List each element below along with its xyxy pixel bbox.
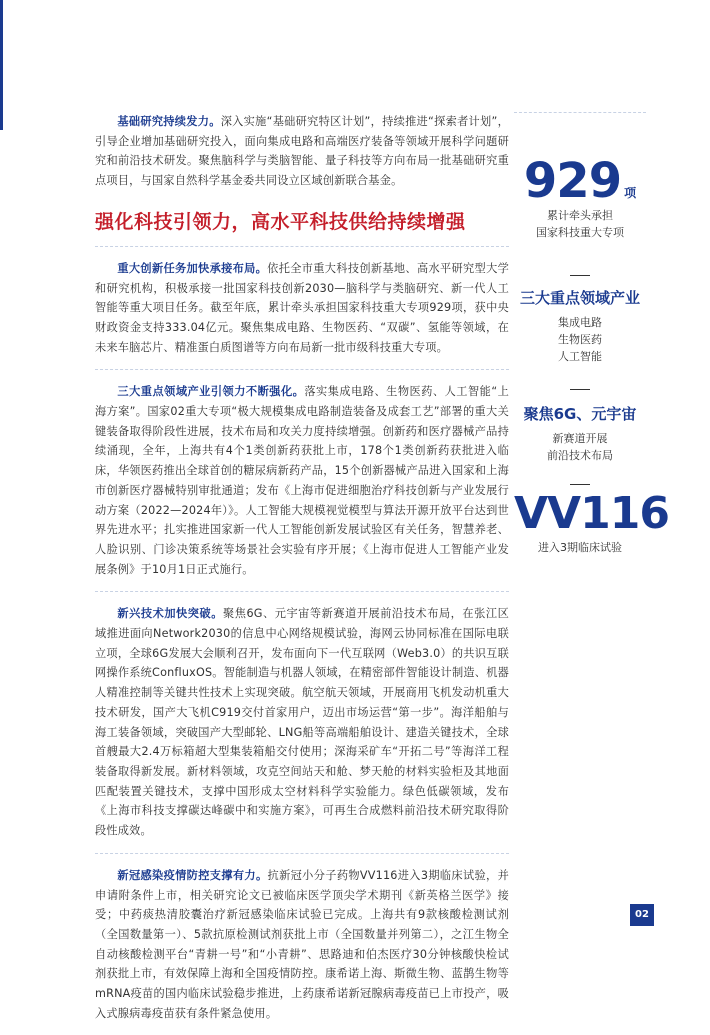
short-divider	[570, 389, 590, 390]
stat-number-row	[514, 155, 646, 207]
paragraph-major-tasks	[95, 259, 509, 358]
short-divider	[570, 275, 590, 276]
stat-vv116	[514, 488, 669, 556]
stat-6g-metaverse	[514, 404, 646, 464]
stat-item: 集成电路	[558, 316, 602, 329]
paragraph-lead: 重大创新任务加快承接布局。	[117, 261, 268, 275]
paragraph-lead: 三大重点领域产业引领力不断强化。	[117, 385, 305, 399]
stat-code: VV116	[514, 488, 669, 539]
main-column	[95, 112, 509, 1035]
stat-title: 三大重点领域产业	[519, 289, 640, 307]
section-title: 强化科技引领力，高水平科技供给持续增强	[95, 210, 466, 233]
intro-text: 深入实施“基础研究特区计划”，持续推进“探索者计划”，引导企业增加基础研究投入，面向集成电路和高端医疗装备等领域开展科学问题研究和前沿技术研发。聚焦脑科学与类脑智能、量子科技等方向布局一批基础研究重点项目，与国家自然科学基金委共同设立区域创新联合基金。	[95, 115, 509, 188]
paragraph-lead: 新冠感染疫情防控支撑有力。	[117, 868, 268, 882]
stat-caption: 国家科技重大专项	[536, 226, 624, 239]
paragraph-lead: 新兴技术加快突破。	[117, 607, 223, 621]
paragraph-text: 抗新冠小分子药物VV116进入3期临床试验，并申请附条件上市，相关研究论文已被临床医学顶尖学术期刊《新英格兰医学》接受；中药痰热清胶囊治疗新冠感染临床试验已完成。上海共有9款核酸检测试剂（全国数量第一）、5款抗原检测试剂获批上市（全国数量并列第二），之江生物全自动核酸检测平台“青耕一号”和“小青耕”、思路迪和伯杰医疗30分钟核酸快检试剂获批上市，有效保障上海和全国疫情防控。康希诺上海、斯微生物、蓝鹊生物等mRNA疫苗的国内临床试验稳步推进，上药康希诺新冠腺病毒疫苗已上市投产，吸入式腺病毒疫苗获有条件紧急使用。	[95, 868, 509, 1020]
stat-caption: 前沿技术布局	[547, 449, 613, 462]
divider	[95, 853, 509, 854]
stat-item: 生物医药	[558, 333, 602, 346]
stat-key-industries	[514, 288, 646, 365]
stat-number: 929	[523, 153, 622, 209]
divider	[95, 591, 509, 592]
paragraph-key-industries	[95, 382, 509, 579]
sidebar-top-rule	[514, 112, 646, 113]
stat-unit: 项	[624, 186, 637, 200]
stat-caption: 进入3期临床试验	[538, 541, 622, 554]
paragraph-text: 依托全市重大科技创新基地、高水平研究型大学和研究机构，积极承接一批国家科技创新2030—脑科学与类脑研究、新一代人工智能等重大项目任务。截至年底，累计牵头承担国家科技重大专项929项，获中央财政资金支持333.04亿元。聚焦集成电路、生物医药、“双碳”、氢能等领域，在未来车脑芯片、精准蛋白质图谱等方向布局新一批市级科技重大专项。	[95, 261, 509, 354]
stat-caption: 新赛道开展	[552, 432, 608, 445]
sidebar	[514, 112, 669, 556]
stat-929	[514, 155, 646, 241]
short-divider	[570, 484, 590, 485]
paragraph-emerging-tech	[95, 604, 509, 840]
left-edge-rule	[0, 0, 3, 130]
stat-item: 人工智能	[558, 350, 602, 363]
stat-caption: 累计牵头承担	[547, 209, 613, 222]
intro-lead: 基础研究持续发力。	[117, 115, 221, 128]
divider	[95, 246, 509, 247]
paragraph-text: 落实集成电路、生物医药、人工智能“上海方案”。国家02重大专项“极大规模集成电路制造装备及成套工艺”部署的重大关键装备取得阶段性进展，技术布局和攻关力度持续增强。创新药和医疗器械产品持续涌现，全年，上海共有4个1类创新药获批上市，178个1类创新药获批进入临床，华领医药推出全球首创的糖尿病新药产品，15个创新器械产品进入国家和上海市创新医疗器械特别审批通道；发布《上海市促进细胞治疗科技创新与产业发展行动方案（2022—2024年）》。人工智能大规模视觉模型与算法开源开放平台达到世界先进水平；扎实推进国家新一代人工智能创新发展试验区有关任务，智慧养老、人脸识别、门诊决策系统等场景社会实验有序开展；《上海市促进人工智能产业发展条例》于10月1日正式施行。	[95, 385, 509, 576]
stat-title: 聚焦6G、元宇宙	[523, 405, 637, 423]
intro-paragraph	[95, 112, 509, 191]
paragraph-covid-support	[95, 866, 509, 1024]
page-number: 02	[630, 904, 654, 926]
divider	[95, 369, 509, 370]
paragraph-text: 聚焦6G、元宇宙等新赛道开展前沿技术布局，在张江区域推进面向Network2030的信息中心网络规模试验，海网云协同标准在国际电联立项，全球6G发展大会顺利召开，发布面向下一代互联网（Web3.0）的共识互联网操作系统ConfluxOS。智能制造与机器人领域，在精密部件智能设计制造、机器人精准控制等关键共性技术上实现突破。航空航天领域，开展商用飞机发动机重大技术研发，国产大飞机C919交付首家用户，迈出市场运营“第一步”。海洋船舶与海工装备领域，突破国产大型邮轮、LNG船等高端船舶设计、建造关键技术，全球首艘最大2.4万标箱超大型集装箱船交付使用；深海采矿车“开拓二号”等海洋工程装备取得新发展。新材料领域，攻克空间站天和舱、梦天舱的材料实验柜及其地面匹配装置关键技术，支撑中国形成太空材料科学实验能力。绿色低碳领域，发布《上海市科技支撑碳达峰碳中和实施方案》，可再生合成燃料前沿技术研究取得阶段性成效。	[95, 607, 509, 838]
